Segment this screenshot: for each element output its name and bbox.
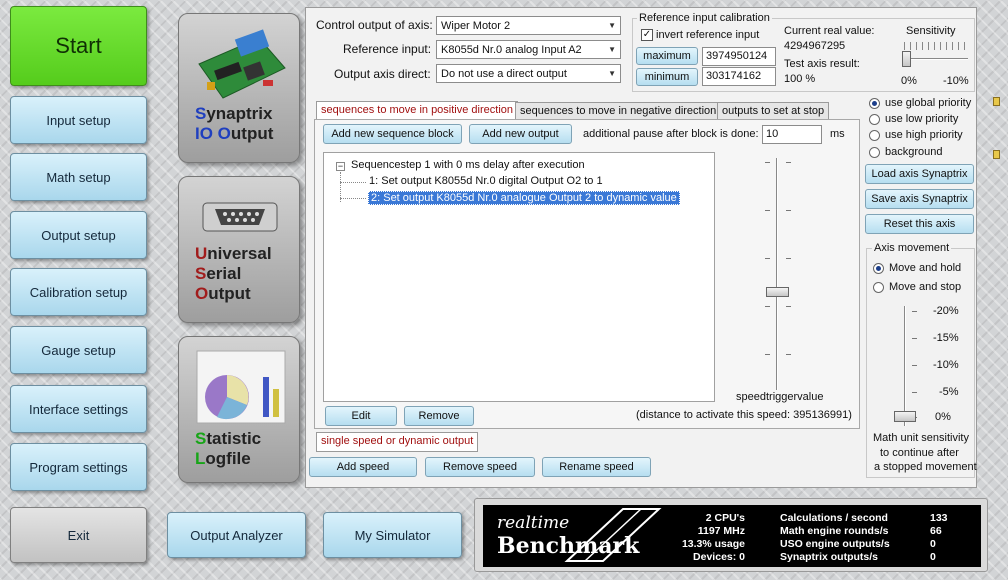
radio-dot	[873, 282, 884, 293]
sensitivity-slider-thumb[interactable]	[902, 51, 911, 67]
save-axis-button[interactable]: Save axis Synaptrix	[865, 189, 974, 209]
radio-dot	[869, 114, 880, 125]
tile-letter: IO	[195, 124, 218, 143]
synaptrix-value: 0	[930, 551, 936, 563]
rename-speed-button[interactable]: Rename speed	[542, 457, 651, 477]
engine-labels	[780, 512, 890, 564]
current-real-value: 4294967295	[784, 40, 846, 52]
slider-tick	[765, 210, 770, 211]
radio-label: use high priority	[885, 129, 963, 141]
interface-settings-button[interactable]: Interface settings	[10, 385, 147, 433]
gauge-setup-button[interactable]: Gauge setup	[10, 326, 147, 374]
tile-text: ogfile	[205, 449, 251, 468]
speedtrigger-slider-track	[776, 158, 778, 390]
radio-dot	[873, 263, 884, 274]
calc-label: Calculations / second	[780, 512, 888, 524]
collapse-icon[interactable]: −	[337, 161, 344, 171]
tile-text: erial	[206, 264, 242, 283]
benchmark-logo-top: realtime	[497, 513, 570, 533]
tab-positive-direction[interactable]: sequences to move in positive direction	[316, 101, 518, 120]
scale-label: -5%	[939, 386, 959, 398]
sensitivity-note-3: a stopped movement	[874, 461, 977, 473]
tile-letter: O	[217, 124, 231, 143]
uso-label: USO engine outputs/s	[780, 538, 890, 550]
load-axis-button[interactable]: Load axis Synaptrix	[865, 164, 974, 184]
edit-button[interactable]: Edit	[325, 406, 397, 426]
select-value: Do not use a direct output	[441, 67, 567, 80]
tree-line	[340, 198, 366, 199]
add-speed-button[interactable]: Add speed	[309, 457, 417, 477]
maximum-button[interactable]: maximum	[636, 47, 698, 65]
pause-field[interactable]: 10	[762, 125, 822, 144]
maximum-field[interactable]: 3974950124	[702, 47, 776, 66]
realtime-benchmark-panel	[474, 498, 988, 572]
invert-label: invert reference input	[656, 29, 760, 41]
tab-outputs-stop[interactable]: outputs to set at stop	[717, 102, 829, 120]
uso-tile[interactable]	[178, 176, 300, 323]
statistic-chart-icon	[193, 347, 289, 429]
scale-label: -15%	[933, 332, 959, 344]
slider-tick	[786, 354, 791, 355]
minimum-field[interactable]: 303174162	[702, 67, 776, 86]
slider-tick	[765, 354, 770, 355]
chevron-down-icon: ▼	[608, 45, 616, 54]
radio-label: use low priority	[885, 113, 959, 125]
output-analyzer-button[interactable]: Output Analyzer	[167, 512, 306, 558]
move-stop-radio[interactable]	[873, 281, 961, 293]
tree-line	[340, 182, 366, 183]
sensitivity-min: 0%	[901, 75, 917, 87]
radio-label: background	[885, 146, 943, 158]
cpu-mhz: 1197 MHz	[697, 525, 745, 537]
reset-axis-button[interactable]: Reset this axis	[865, 214, 974, 234]
engine-values	[930, 512, 948, 564]
sensitivity-max: -10%	[943, 75, 969, 87]
radio-dot	[869, 130, 880, 141]
speedtrigger-slider[interactable]	[760, 158, 796, 390]
add-output-button[interactable]: Add new output	[469, 124, 572, 144]
tile-text: utput	[208, 284, 251, 303]
slider-tick	[912, 392, 917, 393]
cpu-stats	[682, 512, 745, 564]
radio-label: use global priority	[885, 97, 972, 109]
radio-label: Move and stop	[889, 281, 962, 293]
tile-text: niversal	[207, 244, 272, 263]
scale-label: 0%	[935, 411, 951, 423]
tile-text: utput	[230, 124, 274, 143]
current-real-label: Current real value:	[784, 25, 875, 37]
benchmark-logo-bottom: Benchmark	[497, 533, 640, 559]
slider-tick	[765, 306, 770, 307]
synaptrix-label: Synaptrix outputs/s	[780, 551, 879, 563]
output-direct-select[interactable]	[436, 64, 621, 83]
uso-value: 0	[930, 538, 936, 550]
tree-item-selected[interactable]: 2: Set output K8055d Nr.0 analogue Output 2 to dynamic value	[368, 191, 680, 205]
chevron-down-icon: ▼	[608, 69, 616, 78]
speedtrigger-label: speedtriggervalue	[736, 391, 824, 403]
math-setup-button[interactable]: Math setup	[10, 153, 147, 201]
scale-label: -10%	[933, 359, 959, 371]
sensitivity-slider-track[interactable]	[904, 58, 968, 60]
calibration-title: Reference input calibration	[639, 12, 770, 24]
slider-tick	[786, 306, 791, 307]
output-setup-button[interactable]: Output setup	[10, 211, 147, 259]
priority-high-radio[interactable]	[869, 129, 963, 141]
test-axis-label: Test axis result:	[784, 58, 860, 70]
sensitivity-ticks	[904, 42, 966, 50]
input-setup-button[interactable]: Input setup	[10, 96, 147, 144]
serial-port-icon	[201, 199, 279, 235]
slider-tick	[765, 162, 770, 163]
axis-movement-title: Axis movement	[874, 242, 950, 254]
math-sensitivity-thumb[interactable]	[894, 411, 916, 422]
calc-value: 133	[930, 512, 948, 524]
tile-letter: O	[195, 284, 209, 303]
statistic-logfile-tile[interactable]	[178, 336, 300, 483]
speedtrigger-slider-thumb[interactable]	[766, 287, 789, 297]
slider-tick	[765, 258, 770, 259]
tab-negative-direction[interactable]: sequences to move in negative direction	[515, 102, 721, 120]
tree-root-item[interactable]: Sequencestep 1 with 0 ms delay after execution	[351, 159, 585, 171]
control-output-label: Control output of axis:	[316, 18, 433, 32]
program-settings-button[interactable]: Program settings	[10, 443, 147, 491]
reference-input-select[interactable]	[436, 40, 621, 59]
slider-tick	[786, 210, 791, 211]
minimum-button[interactable]: minimum	[636, 68, 698, 86]
slider-tick	[786, 162, 791, 163]
slider-tick	[912, 365, 917, 366]
tile-letter: L	[195, 449, 206, 468]
cpu-count: 2 CPU's	[705, 512, 745, 524]
sequence-tree	[323, 152, 715, 402]
exit-button[interactable]: Exit	[10, 507, 147, 563]
output-direct-label: Output axis direct:	[334, 67, 431, 81]
tile-letter: S	[195, 264, 207, 283]
start-button[interactable]: Start	[10, 6, 147, 86]
benchmark-display	[483, 505, 981, 567]
remove-button[interactable]: Remove	[404, 406, 474, 426]
tile-text: tatistic	[206, 429, 262, 448]
sensitivity-note-2: to continue after	[880, 447, 959, 459]
move-hold-radio[interactable]	[873, 262, 961, 274]
tree-item[interactable]: 1: Set output K8055d Nr.0 digital Output O2 to 1	[369, 175, 603, 187]
slider-tick	[912, 338, 917, 339]
slider-tick	[912, 311, 917, 312]
tile-letter: S	[195, 429, 207, 448]
chevron-down-icon: ▼	[608, 21, 616, 30]
tile-letter: S	[195, 104, 207, 123]
priority-global-radio[interactable]	[869, 97, 971, 109]
remove-speed-button[interactable]: Remove speed	[425, 457, 535, 477]
tile-letter: U	[195, 244, 208, 263]
math-sensitivity-track[interactable]	[904, 306, 906, 426]
control-output-select[interactable]	[436, 16, 621, 35]
distance-text: (distance to activate this speed: 395136991)	[636, 409, 852, 421]
circuit-board-icon	[193, 24, 289, 106]
devices-count: Devices: 0	[693, 551, 745, 563]
sensitivity-label: Sensitivity	[906, 25, 956, 37]
invert-checkbox[interactable]: ✓	[642, 29, 652, 40]
radio-label: Move and hold	[889, 262, 962, 274]
tile-text: ynaptrix	[206, 104, 273, 123]
tab-single-speed[interactable]: single speed or dynamic output	[316, 432, 478, 452]
test-axis-value: 100 %	[784, 73, 816, 85]
radio-dot	[869, 98, 880, 109]
sensitivity-note-1: Math unit sensitivity	[873, 432, 969, 444]
math-label: Math engine rounds/s	[780, 525, 889, 537]
scale-label: -20%	[933, 305, 959, 317]
reference-input-label: Reference input:	[343, 42, 432, 56]
side-marker-icon	[993, 150, 1000, 159]
priority-background-radio[interactable]	[869, 146, 943, 158]
select-value: K8055d Nr.0 analog Input A2	[441, 43, 582, 56]
calibration-setup-button[interactable]: Calibration setup	[10, 268, 147, 316]
radio-dot	[869, 147, 880, 158]
pause-unit: ms	[830, 128, 845, 140]
priority-low-radio[interactable]	[869, 113, 958, 125]
cpu-usage: 13.3% usage	[681, 538, 745, 550]
slider-tick	[786, 258, 791, 259]
math-value: 66	[930, 525, 942, 537]
side-marker-icon	[993, 97, 1000, 106]
synaptrix-io-tile[interactable]	[178, 13, 300, 163]
my-simulator-button[interactable]: My Simulator	[323, 512, 462, 558]
pause-label: additional pause after block is done:	[583, 128, 759, 140]
select-value: Wiper Motor 2	[441, 19, 511, 32]
add-sequence-block-button[interactable]: Add new sequence block	[323, 124, 462, 144]
